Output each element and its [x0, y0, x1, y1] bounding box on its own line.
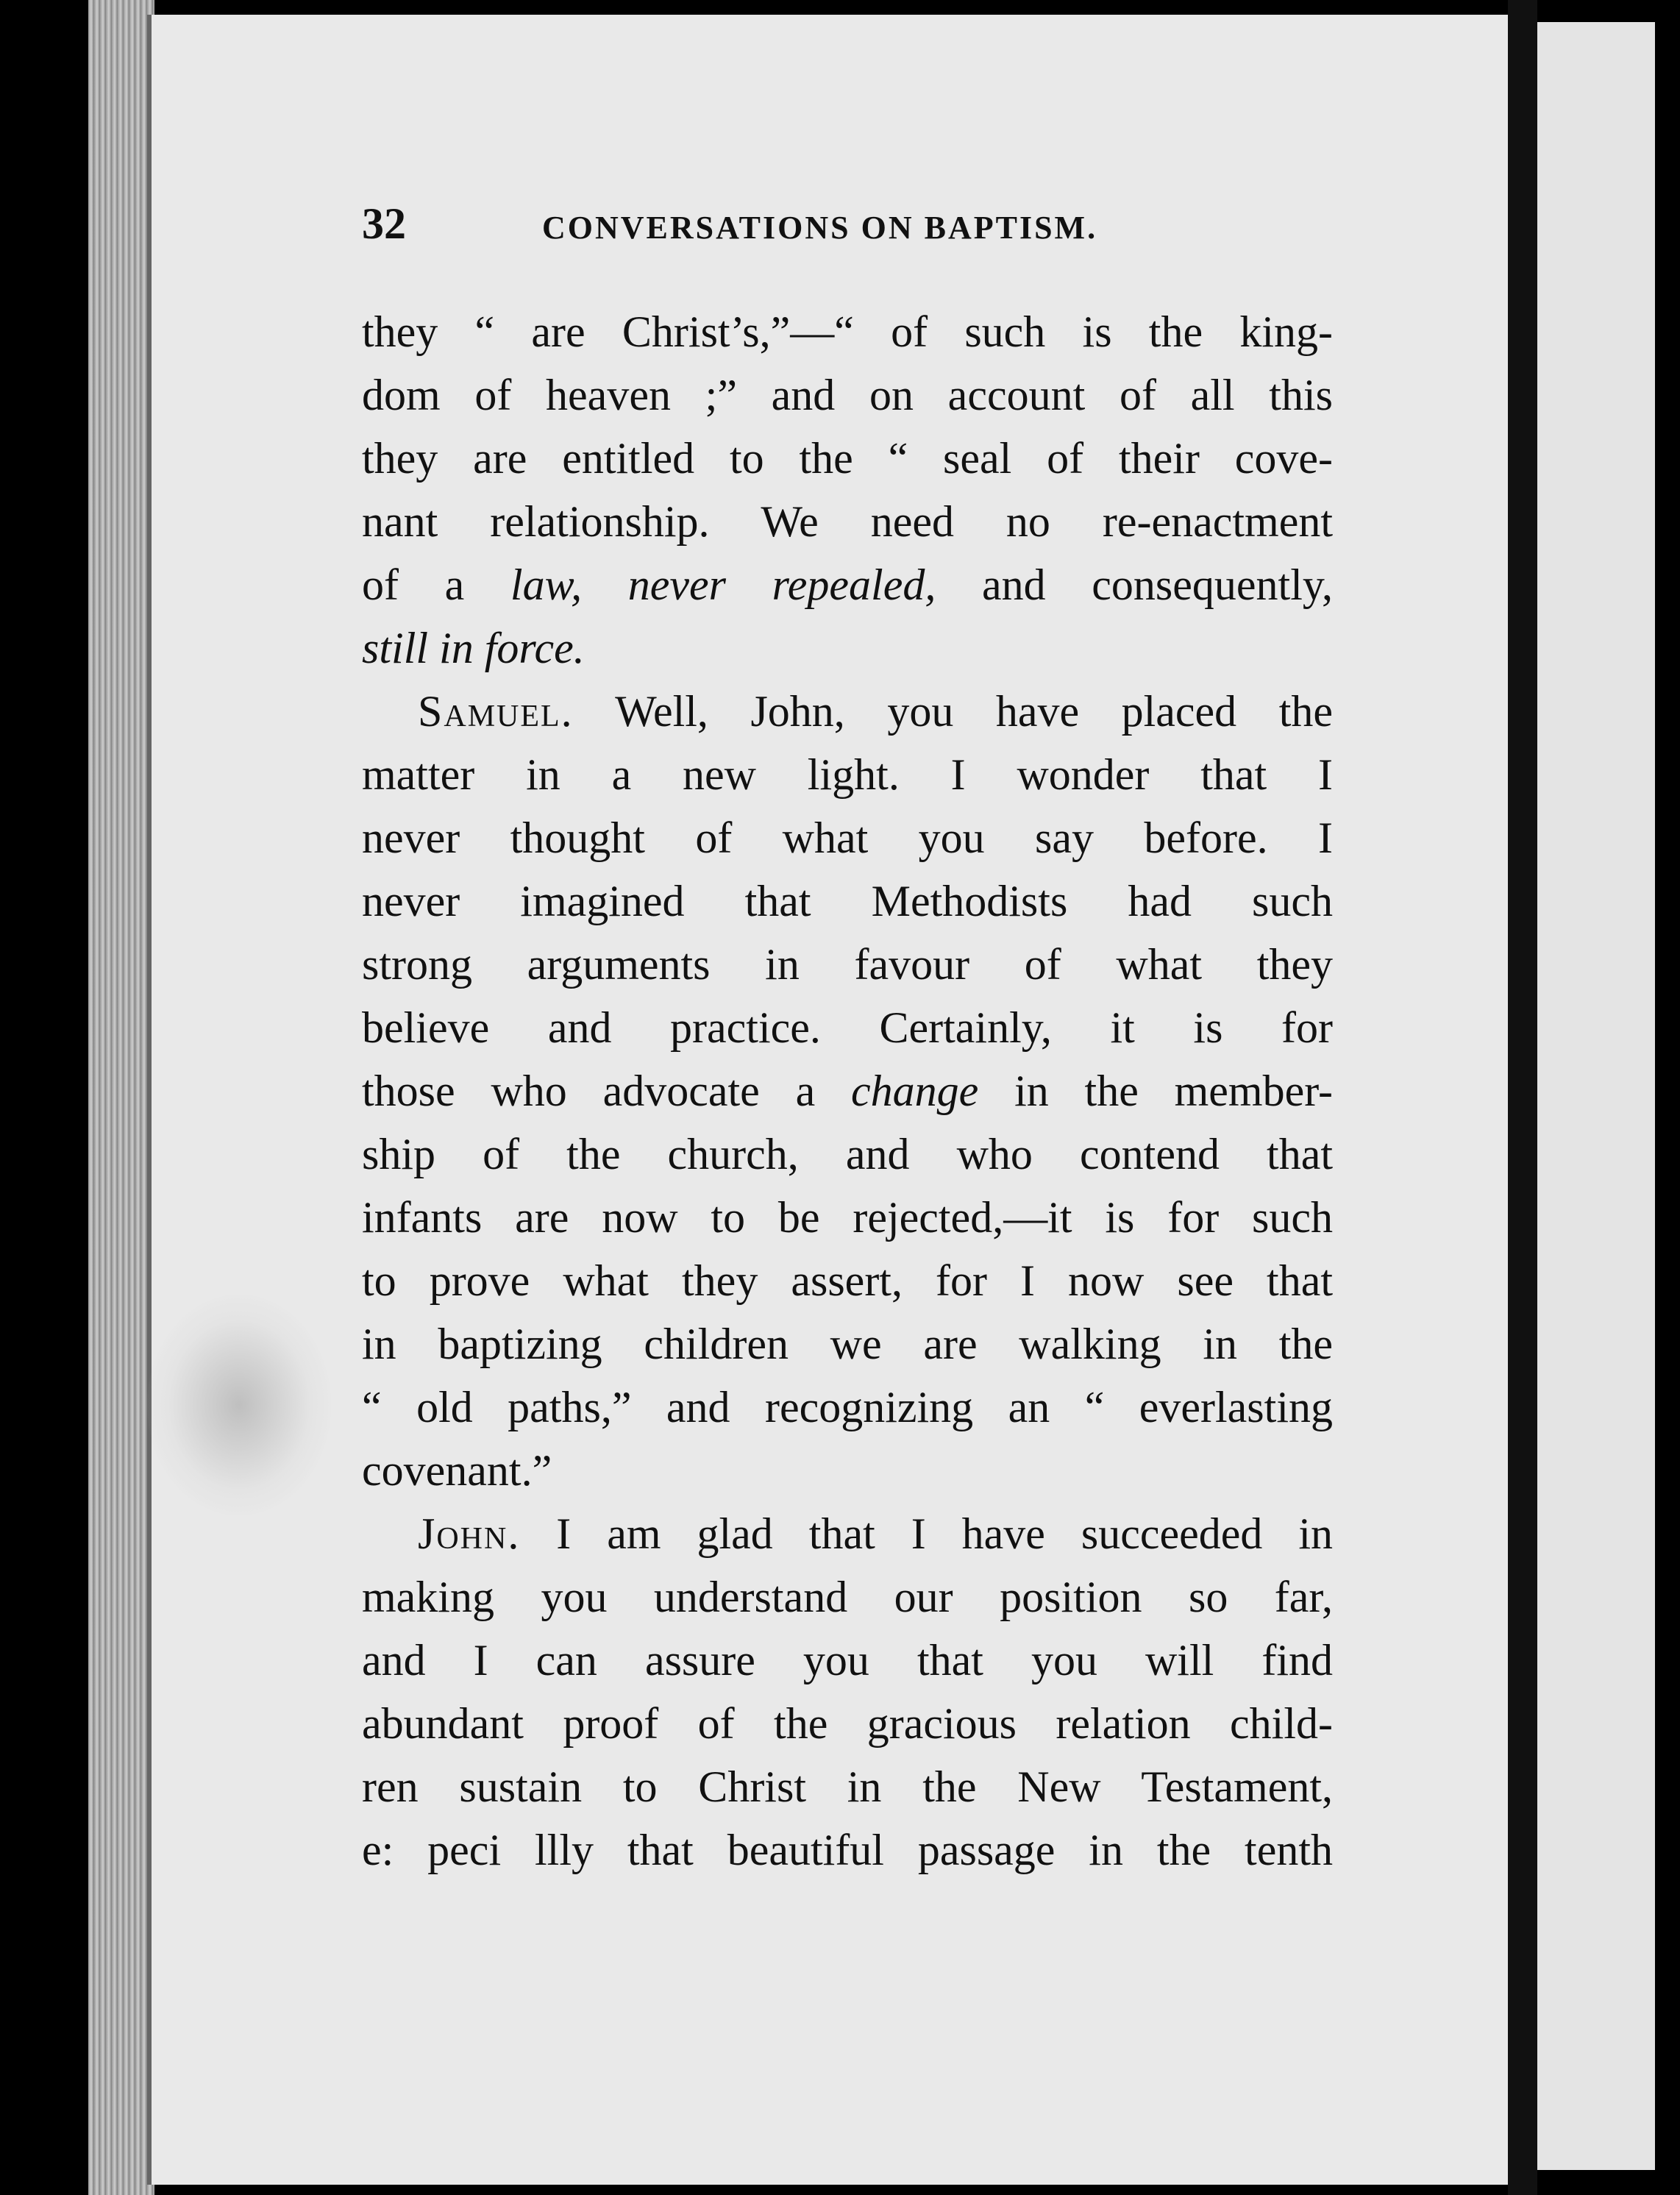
italic-text: law, never repealed, — [510, 561, 936, 609]
text-line — [362, 1249, 1333, 1312]
text-span: dom of heaven ;” and on account of all this — [362, 371, 1333, 419]
text-span: I am glad that I have succeeded in — [520, 1509, 1333, 1558]
text-span: those who advocate a — [362, 1067, 851, 1115]
text-line — [362, 933, 1333, 996]
text-span: never thought of what you say before. I — [362, 814, 1333, 862]
italic-text: change — [851, 1067, 979, 1115]
text-line — [362, 363, 1333, 427]
body-text — [362, 300, 1333, 1882]
speaker-name: Samuel. — [418, 687, 574, 736]
text-span: “ old paths,” and recognizing an “ everlasting — [362, 1383, 1333, 1431]
facing-page-edge — [1537, 22, 1655, 2170]
speaker-name: John. — [418, 1509, 521, 1558]
text-span: in the member- — [978, 1067, 1333, 1115]
text-line — [362, 1186, 1333, 1249]
text-line — [362, 869, 1333, 933]
page-header — [362, 199, 1333, 257]
text-line — [362, 1123, 1333, 1186]
text-line — [362, 806, 1333, 869]
text-span: strong arguments in favour of what they — [362, 940, 1333, 989]
text-span: and I can assure you that you will find — [362, 1636, 1333, 1685]
page-number: 32 — [362, 199, 406, 248]
text-line — [362, 743, 1333, 806]
text-span: never imagined that Methodists had such — [362, 877, 1333, 925]
text-line — [362, 553, 1333, 616]
text-line — [362, 1376, 1333, 1439]
text-span: Well, John, you have placed the — [573, 687, 1333, 736]
text-span: they “ are Christ’s,”—“ of such is the king- — [362, 307, 1333, 356]
text-span: e: peci llly that beautiful passage in the tenth — [362, 1826, 1333, 1874]
text-line — [362, 1502, 1333, 1565]
text-span: believe and practice. Certainly, it is for — [362, 1003, 1333, 1052]
text-span: abundant proof of the gracious relation child- — [362, 1699, 1333, 1748]
text-span: ren sustain to Christ in the New Testament, — [362, 1762, 1333, 1811]
text-line — [362, 1818, 1333, 1882]
text-span: infants are now to be rejected,—it is for such — [362, 1193, 1333, 1242]
italic-text: still in force. — [362, 624, 585, 672]
text-line — [362, 1439, 1333, 1502]
text-span: they are entitled to the “ seal of their cove- — [362, 434, 1333, 483]
book-edge — [88, 0, 154, 2195]
text-span: matter in a new light. I wonder that I — [362, 750, 1333, 799]
text-span: of a — [362, 561, 510, 609]
text-span: ship of the church, and who contend that — [362, 1130, 1333, 1178]
text-span: nant relationship. We need no re-enactment — [362, 497, 1333, 546]
text-line — [362, 996, 1333, 1059]
text-line — [362, 1059, 1333, 1123]
text-span: and consequently, — [936, 561, 1333, 609]
text-line — [362, 300, 1333, 363]
text-line — [362, 680, 1333, 743]
text-span: to prove what they assert, for I now see that — [362, 1256, 1333, 1305]
book-gutter — [1508, 0, 1537, 2195]
text-line — [362, 490, 1333, 553]
text-line — [362, 1692, 1333, 1755]
text-line — [362, 1629, 1333, 1692]
page-smudge — [147, 1295, 331, 1515]
text-span: covenant.” — [362, 1446, 552, 1495]
text-line — [362, 1755, 1333, 1818]
text-line — [362, 616, 1333, 680]
text-span: making you understand our position so far, — [362, 1573, 1333, 1621]
text-span: in baptizing children we are walking in the — [362, 1320, 1333, 1368]
text-line — [362, 1565, 1333, 1629]
text-line — [362, 427, 1333, 490]
text-line — [362, 1312, 1333, 1376]
running-head: CONVERSATIONS ON BAPTISM. — [542, 210, 1098, 246]
